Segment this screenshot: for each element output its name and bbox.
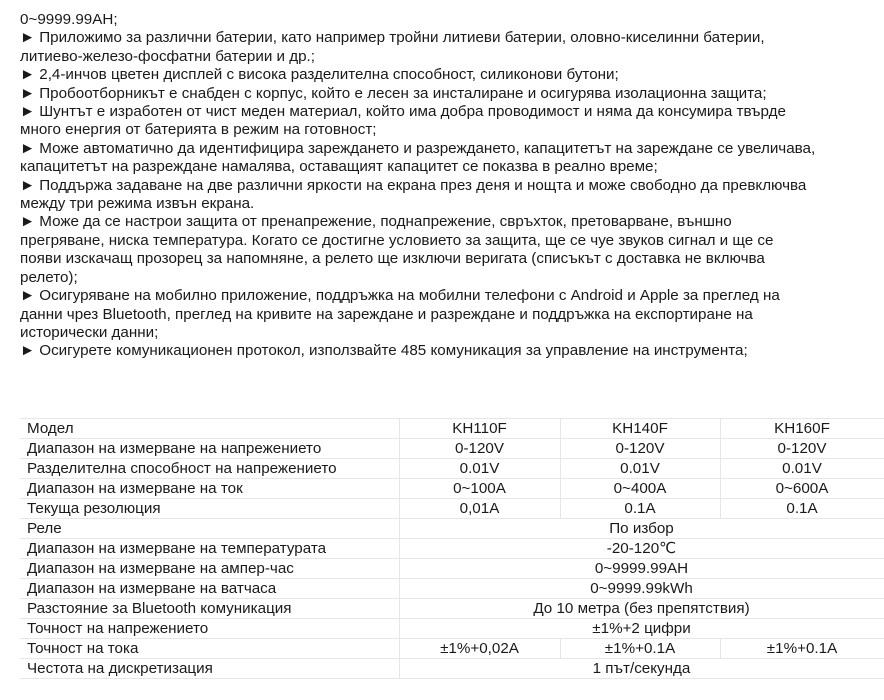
description-line: ► Може автоматично да идентифицира зареждането и разреждането, капацитетът на зареждане се увеличава, (20, 139, 816, 157)
spec-table (20, 418, 884, 679)
row-label: Честота на дискретизация (20, 659, 399, 679)
row-label: Диапазон на измерване на ватчаса (20, 579, 399, 599)
row-label: Диапазон на измерване на напрежението (20, 439, 399, 459)
product-description (20, 11, 880, 361)
description-line: ► Осигурете комуникационен протокол, използвайте 485 комуникация за управление на инструмента; (20, 342, 748, 360)
table-row (20, 419, 884, 439)
description-line: ► Шунтът е изработен от чист меден материал, който има добра проводимост и няма да консумира твърде (20, 103, 786, 121)
row-label: Разстояние за Bluetooth комуникация (20, 599, 399, 619)
table-row (20, 479, 884, 499)
table-row (20, 619, 884, 639)
description-line: ► Приложимо за различни батерии, като например тройни литиеви батерии, оловно-киселинни батерии, (20, 29, 765, 47)
table-cell: 0~400A (560, 479, 720, 499)
table-cell: 0,01A (399, 499, 560, 519)
description-line: ► Пробоотборникът е снабден с корпус, който е лесен за инсталиране и осигурява изолационна защита; (20, 84, 767, 102)
table-row (20, 599, 884, 619)
table-cell: 0.01V (399, 459, 560, 479)
description-line: ► Осигуряване на мобилно приложение, поддръжка на мобилни телефони с Android и Apple за преглед на (20, 287, 780, 305)
table-row (20, 459, 884, 479)
row-label: Разделителна способност на напрежението (20, 459, 399, 479)
table-cell: 0.01V (720, 459, 884, 479)
description-line: ► Поддържа задаване на две различни яркости на екрана през деня и нощта и може свободно да превключва (20, 176, 807, 194)
table-cell: ±1%+0,02A (399, 639, 560, 659)
table-row (20, 559, 884, 579)
table-cell: 0-120V (399, 439, 560, 459)
description-line: появи изскачащ прозорец за напомняне, а релето ще изключи веригата (списъкът с доставка не включва (20, 250, 765, 268)
table-cell-merged: 0~9999.99kWh (399, 579, 884, 599)
description-line: релето); (20, 268, 78, 286)
row-label: Диапазон на измерване на ампер-час (20, 559, 399, 579)
table-cell: 0-120V (720, 439, 884, 459)
table-row (20, 579, 884, 599)
table-cell: 0-120V (560, 439, 720, 459)
row-label: Точност на тока (20, 639, 399, 659)
row-label: Диапазон на измерване на температурата (20, 539, 399, 559)
table-cell: KH110F (399, 419, 560, 439)
row-label: Диапазон на измерване на ток (20, 479, 399, 499)
row-label: Модел (20, 419, 399, 439)
description-line: много енергия от батерията в режим на готовност; (20, 121, 377, 139)
table-cell: 0.01V (560, 459, 720, 479)
description-line: данни чрез Bluetooth, преглед на кривите на зареждане и разреждане и поддръжка на експортиране на (20, 305, 753, 323)
description-line: прегряване, ниска температура. Когато се достигне условието за защита, ще се чуе звуков сигнал и ще се (20, 231, 774, 249)
table-cell-merged: До 10 метра (без препятствия) (399, 599, 884, 619)
table-row (20, 659, 884, 679)
row-label: Текуща резолюция (20, 499, 399, 519)
description-line: исторически данни; (20, 323, 159, 341)
row-label: Реле (20, 519, 399, 539)
table-cell: 0.1A (720, 499, 884, 519)
table-row (20, 539, 884, 559)
table-cell-merged: 1 път/секунда (399, 659, 884, 679)
table-row (20, 439, 884, 459)
table-row (20, 499, 884, 519)
table-cell: KH140F (560, 419, 720, 439)
description-line: ► Може да се настрои защита от пренапрежение, поднапрежение, свръхток, претоварване, външно (20, 213, 732, 231)
description-line: ► 2,4-инчов цветен дисплей с висока разделителна способност, силиконови бутони; (20, 66, 619, 84)
table-cell-merged: 0~9999.99AH (399, 559, 884, 579)
description-line: капацитетът на разреждане намалява, оставащият капацитет се показва в реално време; (20, 158, 658, 176)
description-line: литиево-железо-фосфатни батерии и др.; (20, 47, 315, 65)
table-cell: ±1%+0.1A (720, 639, 884, 659)
table-cell-merged: По избор (399, 519, 884, 539)
row-label: Точност на напрежението (20, 619, 399, 639)
table-cell: 0~100A (399, 479, 560, 499)
table-cell: ±1%+0.1A (560, 639, 720, 659)
table-cell: 0.1A (560, 499, 720, 519)
table-cell-merged: ±1%+2 цифри (399, 619, 884, 639)
table-cell-merged: -20-120℃ (399, 539, 884, 559)
description-line: между три режима извън екрана. (20, 195, 255, 213)
table-row (20, 519, 884, 539)
table-cell: 0~600A (720, 479, 884, 499)
table-row (20, 639, 884, 659)
table-cell: KH160F (720, 419, 884, 439)
description-line: 0~9999.99AH; (20, 11, 118, 28)
